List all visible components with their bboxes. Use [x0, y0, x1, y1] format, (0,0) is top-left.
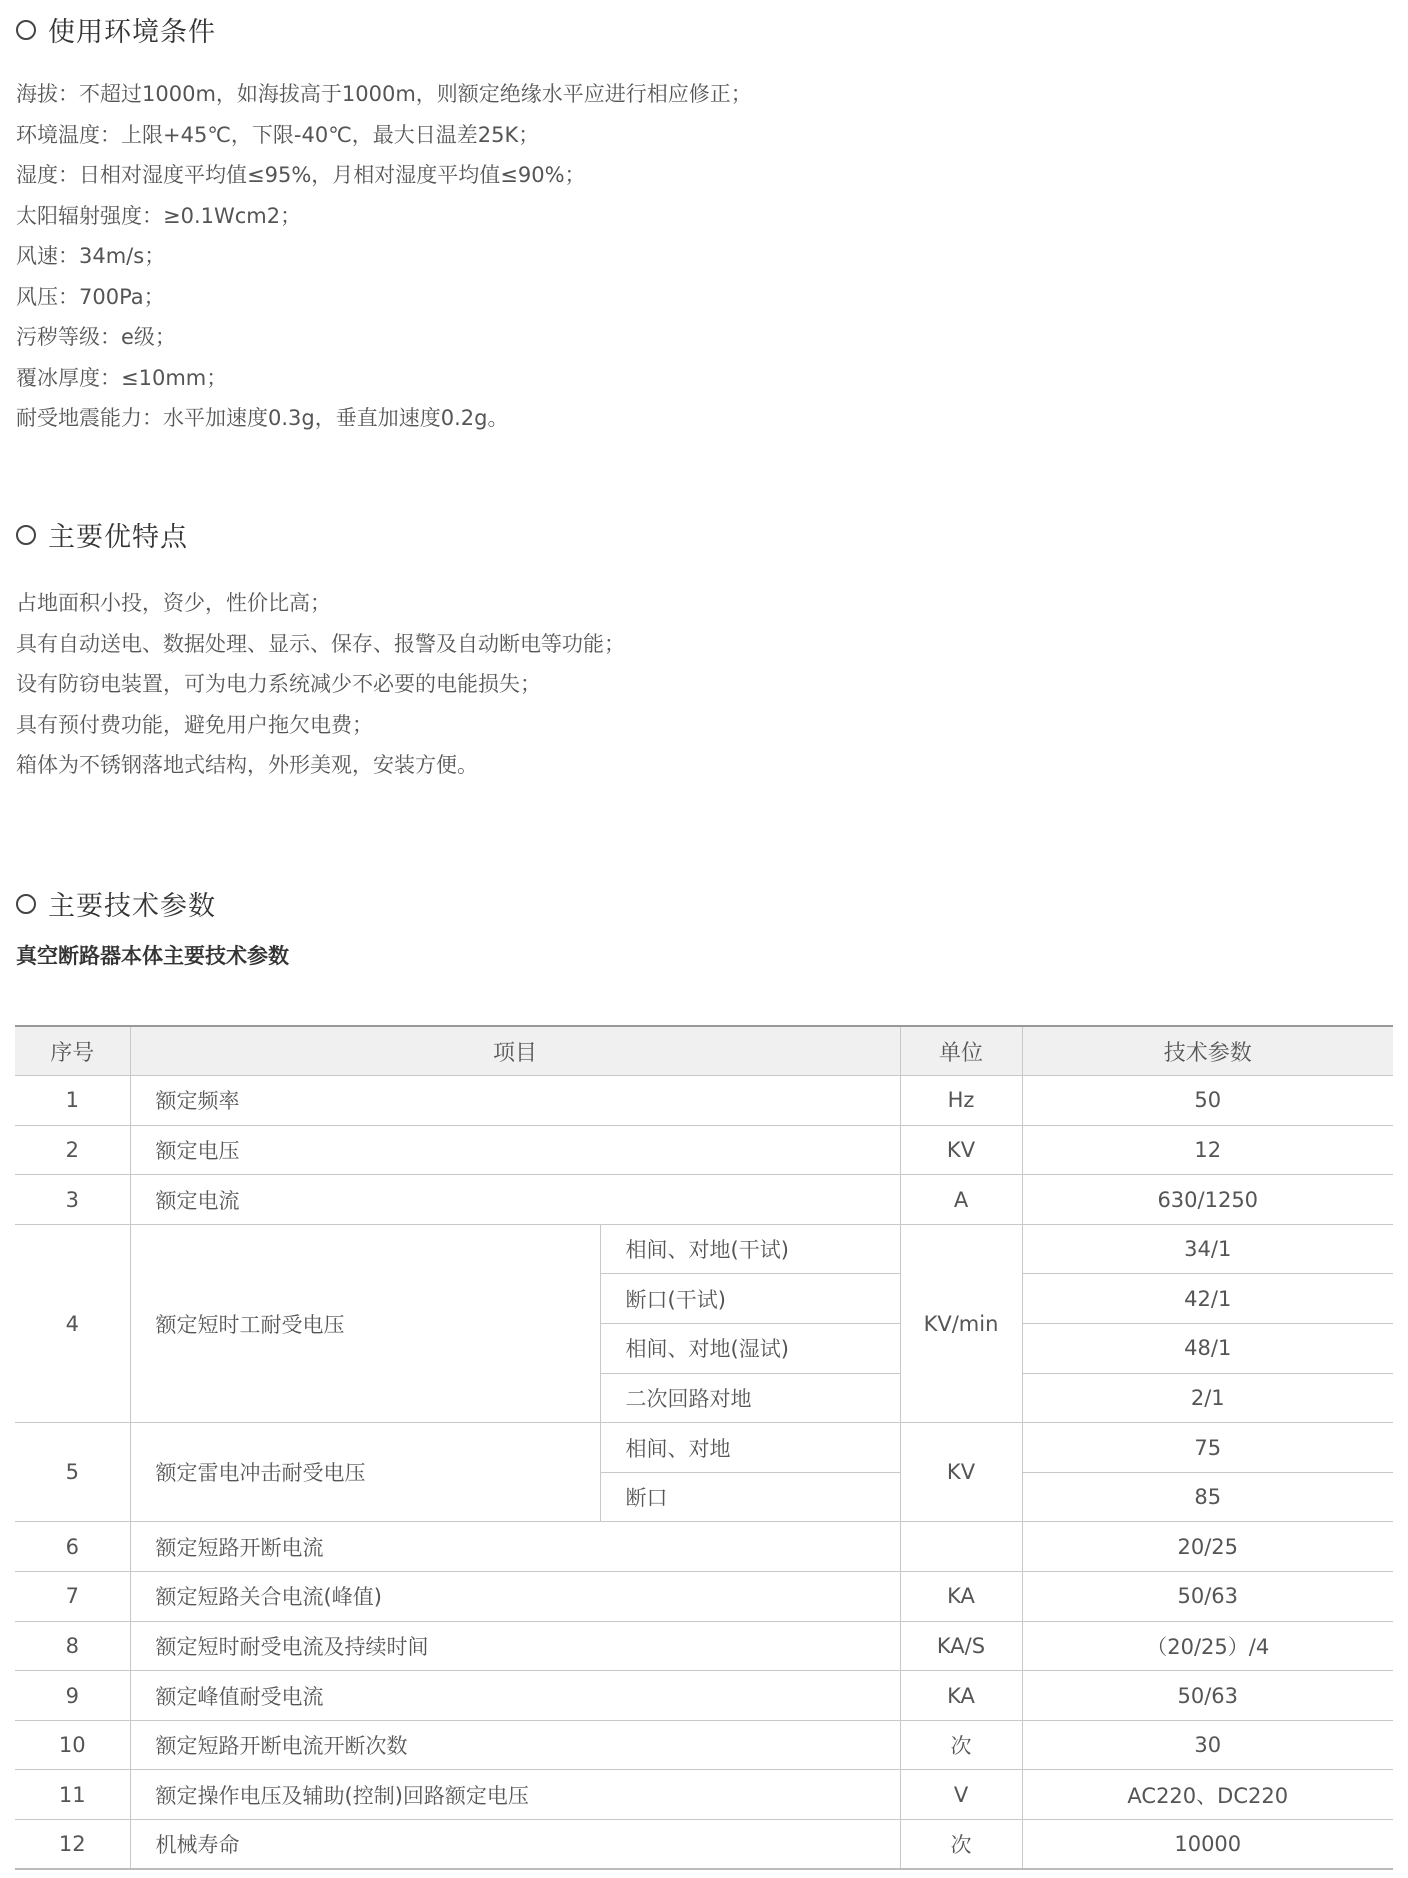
cell-unit: KV: [900, 1125, 1022, 1175]
table-row: [15, 1175, 1393, 1225]
features-list: [16, 583, 625, 786]
list-item: 设有防窃电装置，可为电力系统减少不必要的电能损失；: [16, 672, 541, 696]
section-heading-features: [16, 515, 188, 554]
cell-value: 12: [1022, 1125, 1393, 1175]
list-item: 海拔：不超过1000m，如海拔高于1000m，则额定绝缘水平应进行相应修正；: [16, 82, 752, 106]
cell-unit: A: [900, 1175, 1022, 1225]
section-title: 主要技术参数: [48, 891, 216, 922]
cell-no: 5: [15, 1423, 130, 1522]
cell-item: 额定电流: [130, 1175, 900, 1225]
cell-value: 48/1: [1022, 1324, 1393, 1374]
cell-item: 额定短路开断电流开断次数: [130, 1720, 900, 1770]
header-item: 项目: [130, 1026, 900, 1076]
table-row: [15, 1770, 1393, 1820]
cell-item: 额定短时工耐受电压: [130, 1224, 600, 1422]
table-row: [15, 1423, 1393, 1473]
circle-bullet-icon: [16, 894, 36, 914]
cell-value: 630/1250: [1022, 1175, 1393, 1225]
table-row: [15, 1671, 1393, 1721]
cell-item: 额定雷电冲击耐受电压: [130, 1423, 600, 1522]
cell-value: 75: [1022, 1423, 1393, 1473]
section-title: 主要优特点: [48, 522, 188, 553]
cell-item: 额定电压: [130, 1125, 900, 1175]
section-heading-specs: [16, 884, 216, 923]
cell-unit: KV: [900, 1423, 1022, 1522]
cell-value: 50/63: [1022, 1671, 1393, 1721]
cell-unit: KA: [900, 1572, 1022, 1622]
cell-value: （20/25）/4: [1022, 1621, 1393, 1671]
list-item: 环境温度：上限+45℃，下限-40℃，最大日温差25K；: [16, 122, 540, 147]
list-item: 污秽等级：e级；: [16, 325, 176, 349]
list-item: 风压：700Pa；: [16, 284, 165, 309]
table-title: 真空断路器本体主要技术参数: [16, 944, 289, 968]
section-title: 使用环境条件: [48, 17, 216, 48]
table-row: [15, 1522, 1393, 1572]
cell-item: 额定短路开断电流: [130, 1522, 900, 1572]
list-item: 太阳辐射强度：≥0.1Wcm2；: [16, 203, 302, 228]
cell-unit: KA: [900, 1671, 1022, 1721]
cell-value: AC220、DC220: [1022, 1770, 1393, 1820]
cell-value: 50/63: [1022, 1572, 1393, 1622]
table-row: [15, 1076, 1393, 1126]
table-row: [15, 1720, 1393, 1770]
cell-unit: 次: [900, 1820, 1022, 1870]
section-heading-environment: [16, 10, 216, 49]
cell-no: 2: [15, 1125, 130, 1175]
table-row: [15, 1621, 1393, 1671]
list-item: 具有预付费功能，避免用户拖欠电费；: [16, 712, 373, 737]
cell-value: 10000: [1022, 1820, 1393, 1870]
cell-no: 1: [15, 1076, 130, 1126]
list-item: 耐受地震能力：水平加速度0.3g，垂直加速度0.2g。: [16, 406, 509, 430]
header-value: 技术参数: [1022, 1026, 1393, 1076]
cell-no: 10: [15, 1720, 130, 1770]
list-item: 风速：34m/s；: [16, 244, 166, 268]
cell-value: 2/1: [1022, 1373, 1393, 1423]
cell-unit: V: [900, 1770, 1022, 1820]
circle-bullet-icon: [16, 525, 36, 545]
cell-item: 额定操作电压及辅助(控制)回路额定电压: [130, 1770, 900, 1820]
table-row: [15, 1820, 1393, 1870]
header-no: 序号: [15, 1026, 130, 1076]
cell-no: 11: [15, 1770, 130, 1820]
cell-value: 42/1: [1022, 1274, 1393, 1324]
circle-bullet-icon: [16, 20, 36, 40]
list-item: 具有自动送电、数据处理、显示、保存、报警及自动断电等功能；: [16, 631, 625, 656]
list-item: 箱体为不锈钢落地式结构，外形美观，安装方便。: [16, 753, 478, 777]
cell-item: 额定短路关合电流(峰值): [130, 1572, 900, 1622]
list-item: 湿度：日相对湿度平均值≤95%，月相对湿度平均值≤90%；: [16, 163, 586, 187]
table-header-row: [15, 1026, 1393, 1076]
cell-sub-item: 断口(干试): [600, 1274, 900, 1324]
cell-unit: KV/min: [900, 1224, 1022, 1422]
spec-table: [15, 1025, 1393, 1870]
cell-no: 7: [15, 1572, 130, 1622]
cell-value: 30: [1022, 1720, 1393, 1770]
cell-no: 6: [15, 1522, 130, 1572]
cell-unit: Hz: [900, 1076, 1022, 1126]
list-item: 覆冰厚度：≤10mm；: [16, 365, 228, 390]
cell-value: 34/1: [1022, 1224, 1393, 1274]
table-row: [15, 1224, 1393, 1274]
environment-list: [16, 74, 752, 439]
cell-unit: 次: [900, 1720, 1022, 1770]
cell-item: 机械寿命: [130, 1820, 900, 1870]
cell-sub-item: 相间、对地(干试): [600, 1224, 900, 1274]
table-row: [15, 1572, 1393, 1622]
cell-value: 20/25: [1022, 1522, 1393, 1572]
list-item: 占地面积小投，资少，性价比高；: [16, 591, 331, 615]
header-unit: 单位: [900, 1026, 1022, 1076]
cell-item: 额定短时耐受电流及持续时间: [130, 1621, 900, 1671]
cell-sub-item: 相间、对地(湿试): [600, 1324, 900, 1374]
cell-sub-item: 二次回路对地: [600, 1373, 900, 1423]
cell-no: 8: [15, 1621, 130, 1671]
cell-unit: KA/S: [900, 1621, 1022, 1671]
cell-value: 85: [1022, 1472, 1393, 1522]
cell-no: 3: [15, 1175, 130, 1225]
cell-unit: [900, 1522, 1022, 1572]
cell-value: 50: [1022, 1076, 1393, 1126]
cell-no: 12: [15, 1820, 130, 1870]
cell-no: 9: [15, 1671, 130, 1721]
cell-item: 额定频率: [130, 1076, 900, 1126]
cell-sub-item: 断口: [600, 1472, 900, 1522]
cell-no: 4: [15, 1224, 130, 1422]
cell-item: 额定峰值耐受电流: [130, 1671, 900, 1721]
table-row: [15, 1125, 1393, 1175]
cell-sub-item: 相间、对地: [600, 1423, 900, 1473]
